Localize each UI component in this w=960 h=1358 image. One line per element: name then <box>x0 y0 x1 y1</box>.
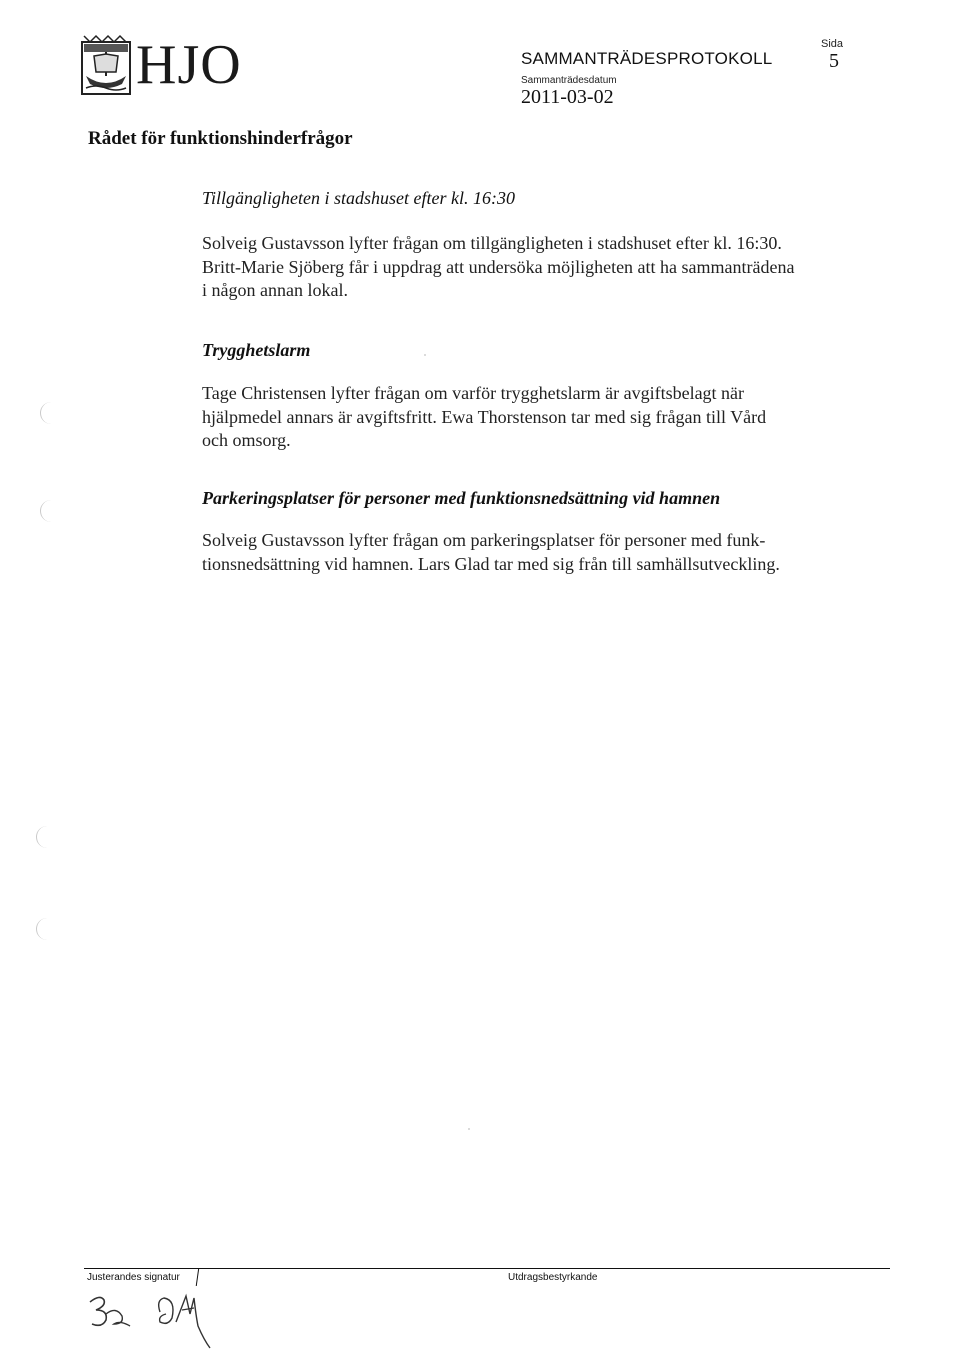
section-heading: Tillgängligheten i stadshuset efter kl. 16:30 <box>202 188 515 208</box>
body-line: och omsorg. <box>202 430 291 450</box>
section-body <box>202 232 842 303</box>
ship-crest-icon <box>80 34 132 96</box>
scan-speck <box>424 354 426 356</box>
section-body <box>202 382 842 453</box>
body-line: Britt-Marie Sjöberg får i uppdrag att undersöka möjligheten att ha sammanträdena <box>202 256 795 277</box>
section-heading: Parkeringsplatser för personer med funktionsnedsättning vid hamnen <box>202 488 721 508</box>
body-line: Solveig Gustavsson lyfter frågan om parkeringsplatser för personer med funk- <box>202 530 766 550</box>
meeting-date-label: Sammanträdesdatum <box>521 75 617 86</box>
body-line: i någon annan lokal. <box>202 280 348 300</box>
section-body <box>202 529 842 576</box>
page-label: Sida <box>821 38 844 50</box>
document-type-title: SAMMANTRÄDESPROTOKOLL <box>521 49 773 68</box>
punch-hole-mark <box>40 402 53 424</box>
committee-name: Rådet för funktionshinderfrågor <box>88 128 353 149</box>
section-heading: Trygghetslarm <box>202 340 311 360</box>
body-line: Tage Christensen lyfter frågan om varför trygghetslarm är avgiftsbelagt när <box>202 383 745 403</box>
body-line: tionsnedsättning vid hamnen. Lars Glad tar med sig från till samhällsutveckling. <box>202 553 780 574</box>
footer-rule <box>84 1268 890 1269</box>
signature-label: Justerandes signatur <box>87 1272 180 1283</box>
meeting-date-value: 2011-03-02 <box>521 86 614 108</box>
punch-hole-mark <box>36 826 49 848</box>
excerpt-certification-label: Utdragsbestyrkande <box>508 1272 598 1283</box>
logo-text: HJO <box>136 34 242 96</box>
scan-speck <box>468 1128 470 1130</box>
punch-hole-mark <box>36 918 49 940</box>
signature-box-divider <box>196 1268 200 1286</box>
body-line: hjälpmedel annars är avgiftsfritt. Ewa Thorstenson tar med sig frågan till Vård <box>202 406 767 427</box>
body-line: Solveig Gustavsson lyfter frågan om tillgängligheten i stadshuset efter kl. 16:30. <box>202 233 782 253</box>
punch-hole-mark <box>40 500 53 522</box>
municipality-logo <box>80 34 242 96</box>
handwritten-initials-signature <box>86 1286 226 1350</box>
page-number: 5 <box>829 50 839 72</box>
